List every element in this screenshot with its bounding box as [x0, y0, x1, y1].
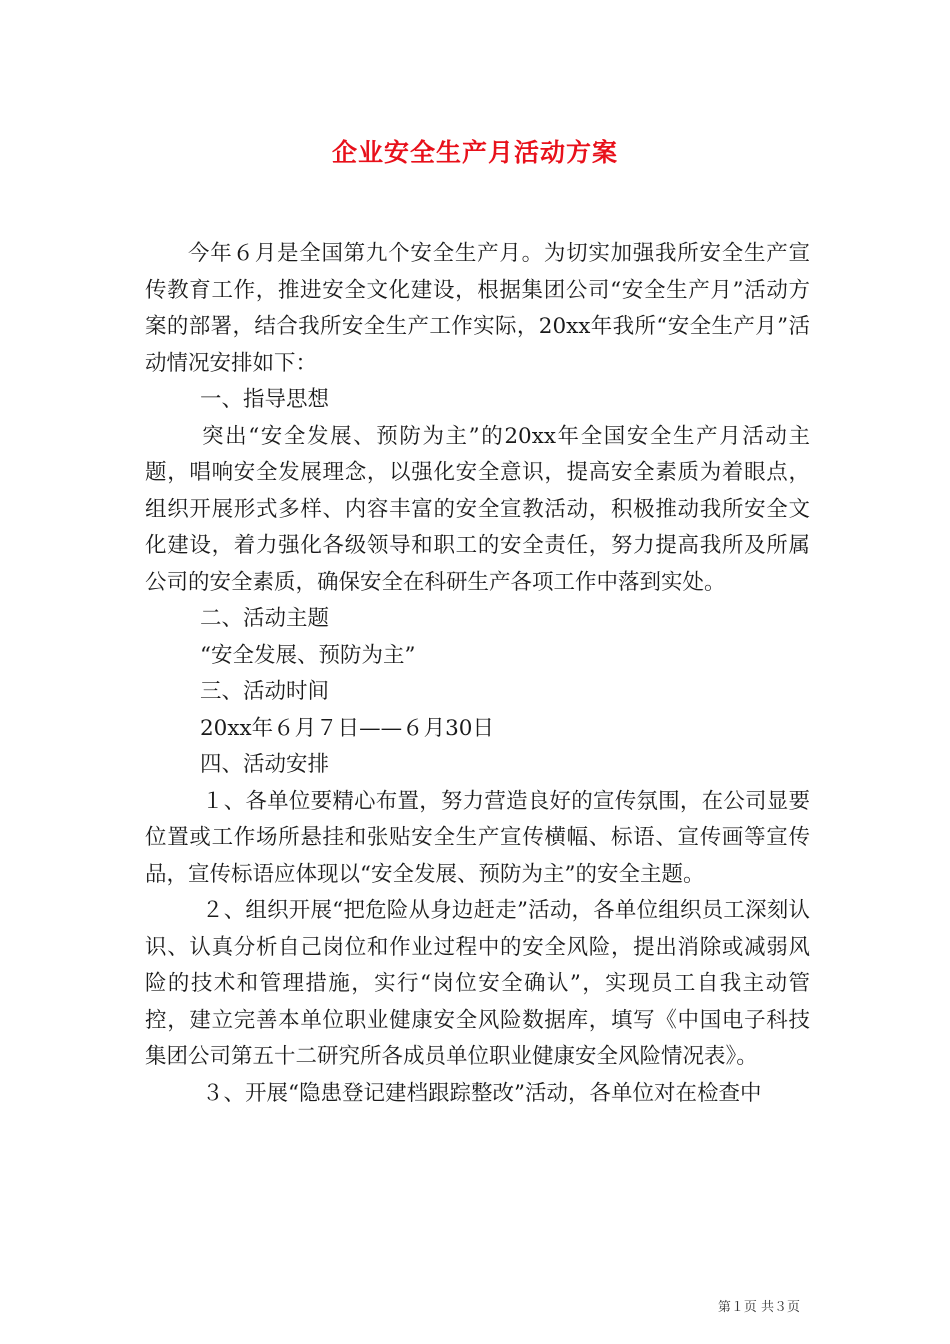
- activity-time-text: 20xx年６月７日——６月30日: [200, 715, 494, 741]
- document-title: 企业安全生产月活动方案: [331, 138, 618, 167]
- arrangement-item-3: ３、开展“隐患登记建档跟踪整改”活动，各单位对在检查中: [202, 1080, 762, 1106]
- activity-theme-text: “安全发展、预防为主”: [200, 642, 416, 668]
- section-heading-activity-time: 三、活动时间: [200, 679, 330, 704]
- arrangement-item-2: ２、组织开展“把危险从身边赶走”活动，各单位组织员工深刻认识、认真分析自己岗位和作业过程中的安全风险，提出消除或减弱风险的技术和管理措施，实行“岗位安全确认”，实现员工自我主动管控，建立完善本单位职业健康安全风险数据库，填写《中国电子科技集团公司第五十二研究所各成员单位职业健康安全风险情况表》。: [145, 898, 810, 1069]
- section-heading-guiding-thought: 一、指导思想: [200, 387, 330, 412]
- document-body: [145, 236, 810, 1112]
- arrangement-item-1: １、各单位要精心布置，努力营造良好的宣传氛围，在公司显要位置或工作场所悬挂和张贴安全生产宣传横幅、标语、宣传画等宣传品，宣传标语应体现以“安全发展、预防为主”的安全主题。: [145, 788, 810, 887]
- guiding-thought-paragraph: 突出“安全发展、预防为主”的20xx年全国安全生产月活动主题，唱响安全发展理念，以强化安全意识，提高安全素质为着眼点，组织开展形式多样、内容丰富的安全宣教活动，积极推动我所安全文化建设，着力强化各级领导和职工的安全责任，努力提高我所及所属公司的安全素质，确保安全在科研生产各项工作中落到实处。: [145, 423, 810, 595]
- intro-paragraph: 今年６月是全国第九个安全生产月。为切实加强我所安全生产宣传教育工作，推进安全文化建设，根据集团公司“安全生产月”活动方案的部署，结合我所安全生产工作实际，20xx年我所“安全生产月”活动情况安排如下：: [145, 241, 810, 376]
- section-heading-activity-arrangement: 四、活动安排: [200, 752, 330, 777]
- section-heading-activity-theme: 二、活动主题: [200, 606, 330, 631]
- page-number: 第１页 共３页: [717, 1300, 800, 1315]
